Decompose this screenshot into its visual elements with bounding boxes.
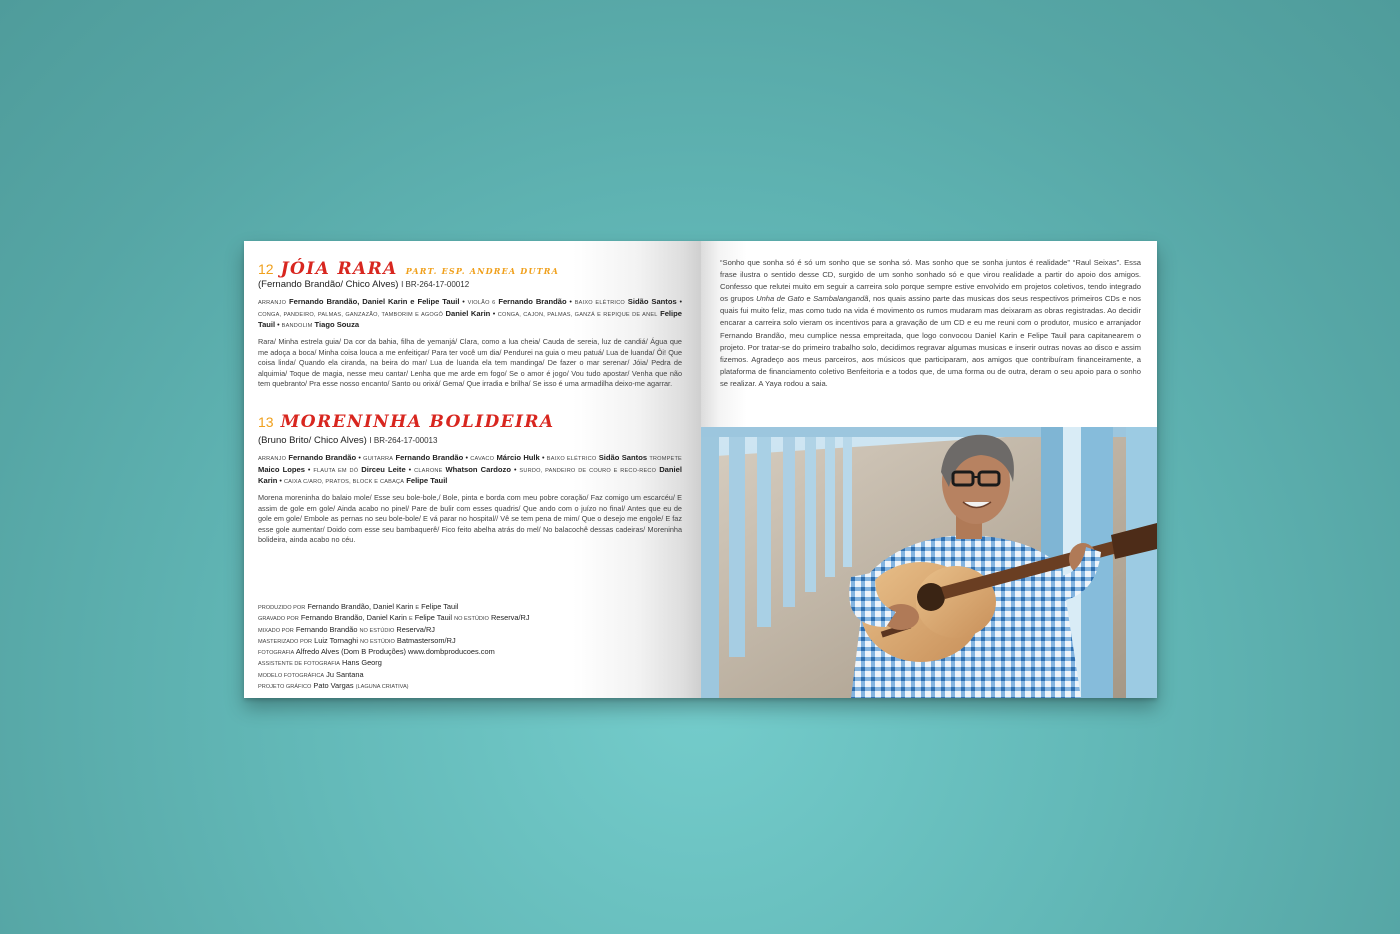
left-page xyxy=(244,241,701,698)
credit-name: Maico Lopes xyxy=(258,464,305,474)
track-13-composers: (Bruno Brito/ Chico Alves) xyxy=(258,435,367,446)
production-credits xyxy=(258,602,530,692)
production-line xyxy=(258,647,530,658)
production-role: E xyxy=(415,605,420,611)
right-page xyxy=(701,241,1157,698)
credit-name: Fernando Brandão xyxy=(395,453,464,462)
production-value: Fernando Brandão, Daniel Karin xyxy=(307,602,414,611)
credit-separator: • xyxy=(511,464,520,474)
track-13-lyrics: Morena moreninha do balaio mole/ Esse seu bole-bole,/ Bole, pinta e borda com meu pobre coração/ Faz comigo um escarcéu/ E assim de gole em gole/ Ainda acabo no pinel/ Pare de bulir com esses quadris/ Que ando com o juízo no final/ Antes que eu de gole em gole/ Embole as pernas no seu bole-bole/ E vá parar no hospital// Vê se tem pena de mim/ Que o desejo me engole/ E faz esse gole aumentar/ Doido com esse seu bambaquerê/ Fico feito abelha atrás do mel/ No balacochê dessas cadeiras/ Moreninha bolideira, ainda acabo no céu. xyxy=(258,493,682,545)
production-line xyxy=(258,681,530,692)
credit-role: CONGA, CAJON, PALMAS, GANZÁ E REPIQUE DE ANEL xyxy=(497,311,658,318)
track-12-title: JÓIA RARA xyxy=(280,259,398,279)
credit-name: Tiago Souza xyxy=(314,320,360,330)
credit-name: Daniel Karin xyxy=(445,308,491,318)
credit-name: Fernando Brandão xyxy=(288,453,357,462)
production-value: Hans Georg xyxy=(342,658,382,668)
credit-role: CAIXA C/ARO, PRATOS, BLOCK E CABAÇA xyxy=(283,479,405,486)
credit-separator: • xyxy=(490,308,498,318)
credit-role: TROMPETE xyxy=(649,456,682,462)
intro-segment: e xyxy=(804,294,814,304)
intro-text xyxy=(720,257,1141,390)
musician-photo xyxy=(701,427,1157,698)
credit-separator: • xyxy=(405,464,415,474)
credit-role: BAIXO ELÉTRICO xyxy=(546,456,597,462)
production-role: NO ESTÚDIO xyxy=(454,616,489,623)
cd-booklet xyxy=(244,241,1157,698)
production-value: Batmastersom/RJ xyxy=(396,635,456,645)
credit-name: Sidão Santos xyxy=(598,453,648,462)
credit-name: Sidão Santos xyxy=(627,297,677,306)
production-line xyxy=(258,602,530,613)
production-line xyxy=(258,636,530,647)
production-value: Reserva/RJ xyxy=(490,613,530,623)
track-13-title: MORENINHA BOLIDEIRA xyxy=(280,412,555,432)
intro-segment: Unha de Gato xyxy=(756,294,805,304)
credit-name: Fernando Brandão xyxy=(498,297,567,306)
production-value: Alfredo Alves (Dom B Produções) www.dombproducoes.com xyxy=(295,647,495,657)
intro-segment: , nos quais assino parte das musicas dos seus respectivos primeiros CDs e nos quais fui muito feliz, mas como tudo na vida é movimento os rumos mudaram mas deixaram as obras registradas. Ao decidir encarar a carreira solo vieram os incentivos para a gravação de um CD e eu me reuni com o produtor, musico e arranjador Fernando Brandão, meu cumplice nessa empreitada, que logo convocou Daniel Karin e Felipe Tauil para capitanearem o projeto. Por tratar-se do primeiro trabalho solo, decidimos regravar algumas musicas e inserir outras novas ao disco e assim fizemos. Agradeço aos meus parceiros, aos músicos que participaram, aos amigos que contribuíram financeiramente, a plataforma de financiamento coletivo Benfeitoria e a todos que, de uma forma ou de outra, deram o seu apoio para o sonho se realizar. A Yaya rodou a saia. xyxy=(720,294,1141,388)
production-value: Ju Santana xyxy=(326,669,364,679)
credit-name: Whatson Cardozo xyxy=(445,464,511,474)
production-value: Reserva/RJ xyxy=(396,624,435,634)
production-role: MASTERIZADO POR xyxy=(258,638,313,645)
guitarist-illustration xyxy=(701,427,1157,698)
production-value: Felipe Tauil xyxy=(421,602,459,611)
track-12-credits xyxy=(258,297,682,332)
credit-separator: • xyxy=(275,320,282,330)
credit-role: BAIXO ELÉTRICO xyxy=(574,300,625,306)
credit-name: Dirceu Leite xyxy=(361,464,406,474)
credit-separator: • xyxy=(304,464,314,474)
production-role: MIXADO POR xyxy=(258,627,294,634)
production-role: PRODUZIDO POR xyxy=(258,605,306,611)
credit-name: Felipe Tauil xyxy=(258,308,683,330)
track-12-number: 12 xyxy=(258,261,274,277)
production-value: Felipe Tauil xyxy=(414,613,452,623)
production-role: PROJETO GRÁFICO xyxy=(258,684,312,691)
track-12-guest: PART. ESP. ANDREA DUTRA xyxy=(405,266,560,276)
credit-role: ARRANJO xyxy=(258,456,287,462)
credit-name: Fernando Brandão, Daniel Karin e Felipe Tauil xyxy=(288,297,460,306)
credit-separator: • xyxy=(277,476,284,486)
track-12-heading xyxy=(258,259,559,279)
production-role: FOTOGRAFIA xyxy=(258,650,295,657)
production-role: E xyxy=(408,616,413,623)
production-value: Fernando Brandão xyxy=(295,624,358,634)
credit-name: Daniel Karin xyxy=(258,464,682,486)
credit-separator: • xyxy=(539,453,547,462)
track-12-composers: (Fernando Brandão/ Chico Alves) xyxy=(258,279,399,290)
credit-separator: • xyxy=(566,297,575,306)
production-value: Luiz Tornaghi xyxy=(314,635,358,645)
intro-segment: “Sonho que sonha só é só um sonho que se sonha só. Mas sonho que se sonha juntos é realidade” “Raul Seixas”. Essa frase ilustra o sentido desse CD, surgido de um sonho sonhado só e que virou realidade a partir do apoio dos amigos. Confesso que relutei muito em seguir a carreira solo porque sempre estive envolvido em projetos coletivos, tendo integrado os grupos xyxy=(720,258,1141,304)
credit-name: Márcio Hulk xyxy=(496,453,540,462)
track-13-isrc: I BR-264-17-00013 xyxy=(369,436,438,445)
production-line xyxy=(258,658,530,669)
production-line xyxy=(258,670,530,681)
track-13-credits xyxy=(258,453,682,488)
production-role: NO ESTÚDIO xyxy=(360,638,395,645)
track-12-lyrics: Rara/ Minha estrela guia/ Da cor da bahia, filha de yemanjá/ Clara, como a lua cheia/ Cauda de sereia, luz de candiá/ Água que me adoça a boca/ Minha coisa louca a me enfeitiçar/ Para ter você um dia/ Pendurei na guia o meu patuá/ Lua de luanda/ Ôi! Que coisa linda/ Quando ela ciranda, na beira do mar/ Lua de luanda ela tem mandinga/ De fazer o mar serenar/ Jóia/ Pedra de alquimia/ Toque de magia, nesse meu cantar/ Lenha que me arde em fogo/ Se o amor é jogo/ Vou tudo apostar/ Venha que não tem quebranto/ Pra esse nosso encanto/ Santo ou orixá/ Gema/ Que irradia e brilha/ Se isso é uma armadilha deixo-me agarrar. xyxy=(258,337,682,389)
credit-role: CONGA, PANDEIRO, PALMAS, GANZAZÃO, TAMBORIM E AGOGÔ xyxy=(258,311,444,318)
credit-separator: • xyxy=(356,453,364,462)
production-role: NO ESTÚDIO xyxy=(359,627,395,634)
credit-role: CAVACO xyxy=(470,456,495,462)
track-13-number: 13 xyxy=(258,414,274,430)
track-13-heading xyxy=(258,412,554,432)
intro-segment: Sambalangandã xyxy=(813,294,869,304)
track-12-isrc: I BR-264-17-00012 xyxy=(401,280,470,289)
credit-role: FLAUTA EM DÓ xyxy=(313,467,359,474)
credit-role: CLARONE xyxy=(414,467,443,474)
credit-role: GUITARRA xyxy=(363,456,394,462)
track-12-composers-line xyxy=(258,279,469,290)
credit-separator: • xyxy=(676,297,683,306)
credit-separator: • xyxy=(463,453,471,462)
credit-role: ARRANJO xyxy=(258,300,287,306)
production-role: (LAGUNA CRIATIVA) xyxy=(355,684,409,691)
production-value: Pato Vargas xyxy=(313,681,354,691)
credit-separator: • xyxy=(459,297,468,306)
production-line xyxy=(258,613,530,624)
credit-role: SURDO, PANDEIRO DE COURO E RECO-RECO xyxy=(519,467,657,474)
credit-name: Felipe Tauil xyxy=(406,476,448,486)
production-line xyxy=(258,625,530,636)
production-role: GRAVADO POR xyxy=(258,616,299,623)
production-value: Fernando Brandão, Daniel Karin xyxy=(300,613,407,623)
credit-role: BANDOLIM xyxy=(281,323,313,330)
track-13-composers-line xyxy=(258,435,437,446)
production-role: ASSISTENTE DE FOTOGRAFIA xyxy=(258,661,340,668)
production-role: MODELO FOTOGRÁFICA xyxy=(258,672,325,679)
credit-role: VIOLÃO 6 xyxy=(467,300,496,306)
